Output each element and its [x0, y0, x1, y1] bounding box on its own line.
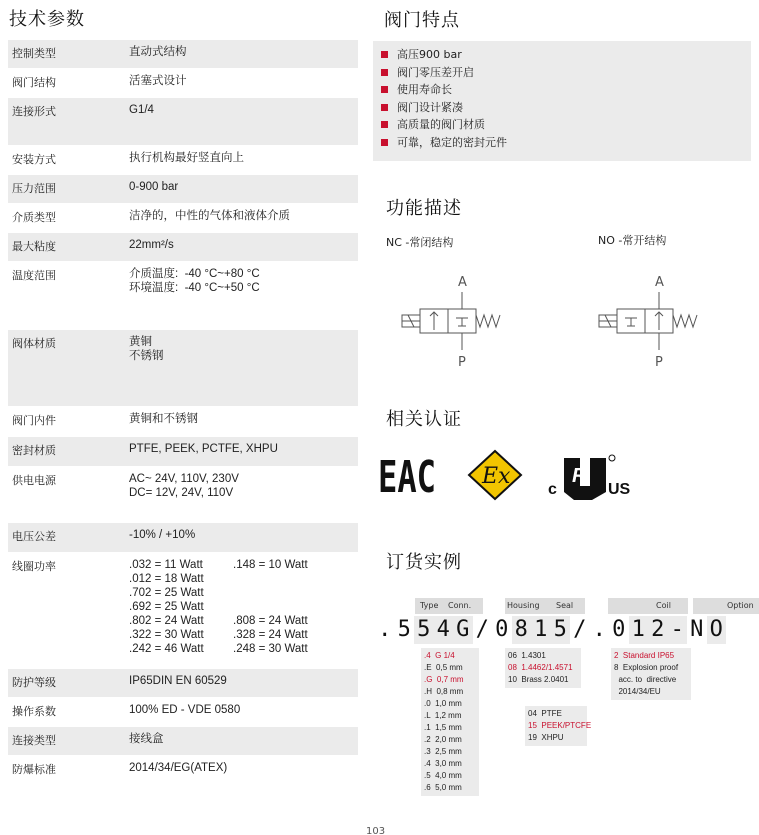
code-char: . [378, 617, 392, 642]
option-code: 04 [528, 709, 537, 718]
spec-row [8, 233, 358, 262]
no-label: NO -常开结构 [598, 234, 667, 247]
spec-value-line: 洁净的，中性的气体和液体介质 [129, 210, 290, 222]
spec-value [125, 330, 358, 406]
spec-row [8, 330, 358, 407]
spec-value-line: 黄铜 [129, 336, 152, 348]
option-code: .3 [424, 747, 431, 756]
option-desc: 2014/34/EU [618, 687, 661, 696]
spec-row [8, 727, 358, 756]
spec-key: 操作系数 [12, 705, 56, 718]
option-code: .G [424, 675, 433, 684]
option-code: 06 [508, 651, 517, 660]
coil-power-entry: .248 = 30 Watt [233, 643, 308, 655]
spec-value [125, 98, 358, 145]
spec-value-line: PTFE, PEEK, PCTFE, XHPU [129, 443, 278, 455]
feature-text: 阀门零压差开启 [397, 65, 474, 79]
coil-power-entry: .242 = 46 Watt [129, 643, 204, 655]
no-valve-symbol [597, 270, 707, 370]
spec-value [125, 727, 358, 755]
option-desc: 3,0 mm [435, 759, 462, 768]
feature-text: 可靠，稳定的密封元件 [397, 135, 507, 149]
spec-value [125, 669, 358, 697]
spec-key: 密封材质 [12, 444, 56, 457]
spec-value-line: 活塞式设计 [129, 75, 187, 87]
tech-title: 技术参数 [9, 9, 85, 30]
option-desc: 1,5 mm [435, 723, 462, 732]
option-code: 19 [528, 733, 537, 742]
spec-key: 最大粘度 [12, 240, 56, 253]
svg-text:US: US [608, 481, 631, 498]
spec-key: 供电电源 [12, 474, 56, 487]
header-option-label: Option [727, 601, 754, 610]
spec-key: 线圈功率 [12, 560, 56, 573]
header-housing: Housing [507, 601, 540, 610]
feature-text: 阀门设计紧凑 [397, 100, 463, 114]
option-desc: 1,2 mm [434, 711, 462, 720]
function-title: 功能描述 [386, 198, 462, 219]
spec-row [8, 553, 358, 669]
bullet-icon [381, 104, 388, 111]
conn-options [421, 648, 479, 796]
eac-logo [378, 452, 436, 503]
conn-option [424, 746, 476, 758]
feature-item [381, 134, 751, 152]
conn-option [424, 758, 476, 770]
coil-power-entry: .328 = 24 Watt [233, 629, 308, 641]
option-code: 2 [614, 651, 619, 660]
option-desc: 4,0 mm [435, 771, 462, 780]
spec-value-line: 接线盒 [129, 733, 164, 745]
feature-item [381, 99, 751, 117]
no-port-a: A [655, 275, 664, 290]
code-char: / [475, 617, 489, 642]
spec-row [8, 523, 358, 553]
code-char: O [707, 616, 727, 644]
order-title: 订货实例 [386, 552, 462, 573]
code-char: G [453, 616, 473, 644]
spec-key: 连接类型 [12, 734, 56, 747]
atex-ex-logo [469, 451, 521, 499]
feature-item [381, 64, 751, 82]
option-desc: Brass 2.0401 [521, 675, 569, 684]
conn-option [424, 662, 476, 674]
spec-key: 安装方式 [12, 153, 56, 166]
conn-option [424, 734, 476, 746]
conn-option [424, 698, 476, 710]
spec-value-line: -10% / +10% [129, 529, 196, 541]
spec-key: 控制类型 [12, 47, 56, 60]
option-desc: XHPU [541, 733, 564, 742]
option-code: .6 [424, 783, 431, 792]
option-desc: PTFE [541, 709, 562, 718]
option-code: .5 [424, 771, 431, 780]
order-code [375, 616, 726, 644]
spec-value-line: 执行机构最好竖直向上 [129, 152, 244, 164]
code-char: - [668, 616, 688, 644]
spec-value-line: 环境温度: -40 °C~+50 °C [129, 282, 260, 294]
conn-option [424, 722, 476, 734]
option-desc: 0,7 mm [436, 675, 464, 684]
nc-port-a: A [458, 275, 467, 290]
seal-option [528, 732, 584, 744]
option-desc: Explosion proof [622, 663, 679, 672]
feature-text: 使用寿命长 [397, 83, 452, 96]
page-number: 103 [366, 826, 386, 835]
spec-value-line: 0-900 bar [129, 181, 179, 193]
housing-option [508, 674, 578, 686]
cul-us-logo [548, 455, 631, 500]
spec-value [125, 437, 358, 466]
coil-power-entry: .702 = 25 Watt [129, 587, 204, 599]
features-list [373, 41, 751, 161]
housing-option [508, 662, 578, 674]
order-example [375, 598, 759, 818]
svg-text:R: R [572, 465, 587, 487]
housing-option [508, 650, 578, 662]
code-char: 8 [512, 616, 532, 644]
header-housing-seal [505, 598, 585, 614]
code-char: 5 [397, 617, 411, 642]
conn-option [424, 650, 476, 662]
spec-row [8, 146, 358, 175]
coil-power-entry: .692 = 25 Watt [129, 601, 204, 613]
option-desc: 5,0 mm [435, 783, 462, 792]
coil-option [614, 686, 688, 698]
bullet-icon [381, 69, 388, 76]
conn-option [424, 770, 476, 782]
spec-key: 介质类型 [12, 211, 56, 224]
spec-value-line: 100% ED - VDE 0580 [129, 704, 241, 716]
code-char: 0 [495, 617, 509, 642]
spec-row [8, 69, 358, 98]
nc-valve-symbol [400, 270, 510, 370]
code-char: 0 [612, 617, 626, 642]
spec-row [8, 437, 358, 467]
bullet-icon [381, 121, 388, 128]
option-desc: 2,5 mm [435, 747, 462, 756]
conn-option [424, 710, 476, 722]
spec-value [125, 407, 358, 436]
spec-row [8, 467, 358, 523]
spec-value-line: AC~ 24V, 110V, 230V [129, 473, 239, 485]
spec-value-line: 直动式结构 [129, 46, 187, 58]
option-code: .1 [424, 723, 431, 732]
cert-title: 相关认证 [386, 409, 462, 430]
spec-row [8, 407, 358, 437]
no-port-p: P [655, 355, 663, 370]
seal-option [528, 708, 584, 720]
svg-text:EAC: EAC [378, 452, 436, 503]
option-desc: 2,0 mm [435, 735, 462, 744]
code-char: 5 [551, 616, 571, 644]
spec-value-line: 22mm²/s [129, 239, 174, 251]
feature-item [381, 46, 751, 64]
header-option [693, 598, 759, 614]
spec-value-line: 黄铜和不锈钢 [129, 413, 198, 425]
option-desc: 1,0 mm [435, 699, 462, 708]
svg-text:c: c [548, 481, 557, 498]
spec-value-line: 介质温度: -40 °C~+80 °C [129, 268, 260, 280]
code-char: . [592, 617, 606, 642]
spec-key: 阀体材质 [12, 337, 56, 350]
spec-row [8, 262, 358, 330]
spec-key: 阀门内件 [12, 414, 56, 427]
spec-key: 阀门结构 [12, 76, 56, 89]
spec-value-line: IP65DIN EN 60529 [129, 675, 227, 687]
option-desc: PEEK/PTCFE [541, 721, 592, 730]
spec-value [125, 698, 358, 726]
header-conn: Conn. [448, 601, 472, 610]
spec-value [125, 553, 358, 668]
option-code: .L [424, 711, 431, 720]
header-coil-label: Coil [656, 601, 671, 610]
spec-key: 防爆标准 [12, 763, 56, 776]
feature-item [381, 81, 751, 99]
svg-text:Ex: Ex [482, 464, 511, 489]
spec-value [125, 233, 358, 261]
code-char: 4 [434, 616, 454, 644]
option-desc: 1.4301 [521, 651, 546, 660]
spec-value-line: DC= 12V, 24V, 110V [129, 487, 234, 499]
spec-table [8, 40, 358, 785]
option-desc: Standard IP65 [622, 651, 675, 660]
spec-value [125, 204, 358, 232]
code-char: 2 [648, 616, 668, 644]
bullet-icon [381, 139, 388, 146]
spec-value-line: 2014/34/EG(ATEX) [129, 762, 228, 774]
bullet-icon [381, 86, 388, 93]
spec-value [125, 146, 358, 174]
spec-row [8, 756, 358, 785]
conn-option [424, 674, 476, 686]
spec-row [8, 204, 358, 233]
spec-row [8, 40, 358, 69]
conn-option [424, 686, 476, 698]
spec-row [8, 98, 358, 146]
coil-power-entry: .802 = 24 Watt [129, 615, 204, 627]
option-code: .E [424, 663, 432, 672]
option-desc: 0,5 mm [436, 663, 463, 672]
option-code: 08 [508, 663, 517, 672]
spec-value [125, 69, 358, 97]
header-seal: Seal [556, 601, 574, 610]
conn-option [424, 782, 476, 794]
option-code: 15 [528, 721, 537, 730]
spec-row [8, 175, 358, 204]
code-char: 1 [531, 616, 551, 644]
housing-options [505, 648, 581, 688]
option-code: .2 [424, 735, 431, 744]
spec-key: 连接形式 [12, 105, 56, 118]
coil-power-entry: .012 = 18 Watt [129, 573, 204, 585]
coil-option [614, 650, 688, 662]
spec-value [125, 467, 358, 522]
option-code: .H [424, 687, 432, 696]
option-code: 10 [508, 675, 517, 684]
header-type: Type [420, 601, 439, 610]
code-char: / [573, 617, 587, 642]
spec-row [8, 698, 358, 727]
spec-key: 电压公差 [12, 530, 56, 543]
nc-label: NC -常闭结构 [386, 236, 454, 249]
spec-key: 防护等级 [12, 676, 56, 689]
option-desc: acc. to directive [618, 675, 677, 684]
option-desc: 1.4462/1.4571 [521, 663, 573, 672]
coil-power-entry: .148 = 10 Watt [233, 559, 308, 571]
code-char: N [690, 617, 704, 642]
spec-value-line: 不锈钢 [129, 350, 164, 362]
features-title: 阀门特点 [384, 10, 460, 31]
feature-text: 高压900 bar [397, 48, 462, 61]
bullet-icon [381, 51, 388, 58]
feature-text: 高质量的阀门材质 [397, 118, 485, 131]
option-code: .0 [424, 699, 431, 708]
seal-option [528, 720, 592, 732]
nc-port-p: P [458, 355, 466, 370]
spec-row [8, 669, 358, 698]
coil-options [611, 648, 691, 700]
option-code: .4 [424, 759, 431, 768]
spec-key: 压力范围 [12, 182, 56, 195]
feature-item [381, 116, 751, 134]
spec-key: 温度范围 [12, 269, 56, 282]
code-char: 5 [414, 616, 434, 644]
option-code: .4 [424, 651, 431, 660]
spec-value [125, 40, 358, 68]
coil-option [614, 674, 688, 686]
spec-value-line: G1/4 [129, 104, 154, 116]
option-desc: G 1/4 [435, 651, 455, 660]
header-coil [608, 598, 688, 614]
spec-value [125, 523, 358, 552]
spec-value [125, 175, 358, 203]
seal-options [525, 706, 592, 746]
coil-option [614, 662, 688, 674]
header-type-conn [415, 598, 483, 614]
code-char: 1 [629, 616, 649, 644]
coil-power-entry: .032 = 11 Watt [129, 559, 203, 571]
cert-logos [378, 448, 678, 508]
option-desc: 0,8 mm [436, 687, 464, 696]
option-code: 8 [614, 663, 619, 672]
coil-power-entry: .808 = 24 Watt [233, 615, 308, 627]
coil-power-entry: .322 = 30 Watt [129, 629, 204, 641]
spec-value [125, 262, 358, 329]
spec-value [125, 756, 358, 784]
